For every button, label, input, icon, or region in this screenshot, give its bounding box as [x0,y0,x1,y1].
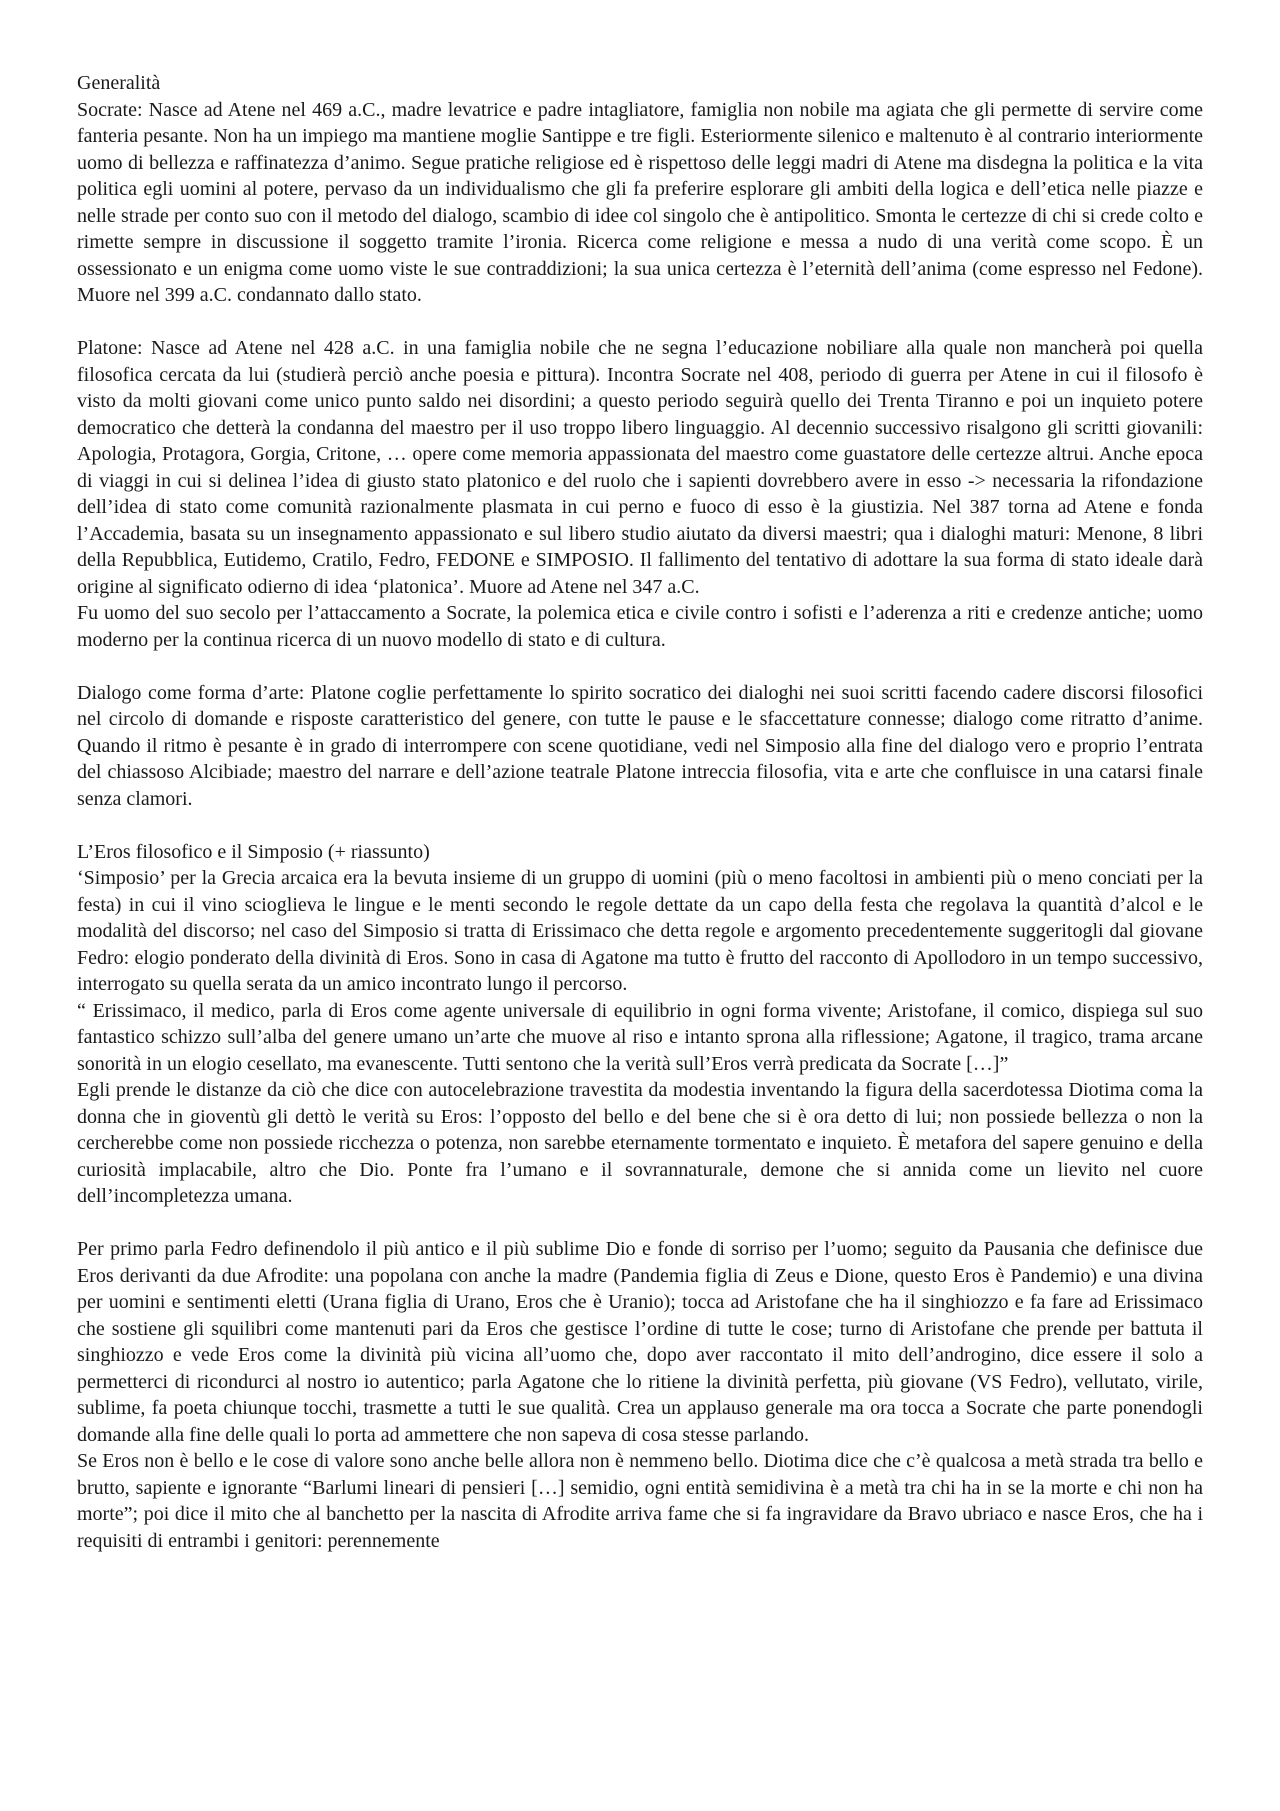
heading-eros-simposio: L’Eros filosofico e il Simposio (+ riassunto) [77,840,430,863]
paragraph-dialogo: Dialogo come forma d’arte: Platone coglie perfettamente lo spirito socratico dei dialoghi nei suoi scritti facendo cadere discorsi filosofici nel circolo di domande e risposte caratteristico del genere, con tutte le pause e le sfaccettature connesse; dialogo come ritratto d’anime. Quando il ritmo è pesante è in grado di interrompere con scene quotidiane, vedi nel Simposio alla fine del dialogo vero e proprio l’entrata del chiassoso Alcibiade; maestro del narrare e dell’azione teatrale Platone intreccia filosofia, vita e arte che confluisce in una catarsi finale senza clamori. [77,681,1203,810]
paragraph-uomo-del-secolo: Fu uomo del suo secolo per l’attaccamento a Socrate, la polemica etica e civile contro i sofisti e l’aderenza a riti e credenze antiche; uomo moderno per la continua ricerca di un nuovo modello di stato e di cultura. [77,602,1203,651]
paragraph-diotima: Egli prende le distanze da ciò che dice con autocelebrazione travestita da modestia inventando la figura della sacerdotessa Diotima coma la donna che in gioventù gli dettò le verità su Eros: l’opposto del bello e del bene che si è ora detto di lui; non possiede bellezza o non la cercherebbe come non possiede ricchezza o potenza, non sarebbe eternamente tormentato e inquieto. È metafora del sapere genuino e della curiosità implacabile, altro che Dio. Ponte fra l’umano e il sovrannaturale, demone che si annida come un lievito nel cuore dell’incompletezza umana. [77,1079,1203,1207]
paragraph-citazione: “ Erissimaco, il medico, parla di Eros come agente universale di equilibrio in ogni forma vivente; Aristofane, il comico, dispiega sul suo fantastico schizzo sull’alba del genere umano un’arte che muove al riso e intanto sprona alla riflessione; Agatone, il tragico, trama arcane sonorità in un elogio cesellato, ma evanescente. Tutti sentono che la verità sull’Eros verrà predicata da Socrate […]” [77,999,1203,1075]
paragraph-gap [77,309,1203,336]
paragraph-eros-non-bello: Se Eros non è bello e le cose di valore sono anche belle allora non è nemmeno bello. Diotima dice che c’è qualcosa a metà strada tra bello e brutto, sapiente e ignorante “Barlumi lineari di pensieri […] semidio, ogni entità semidivina è a metà tra chi ha in se la morte e chi non ha morte”; poi dice il mito che al banchetto per la nascita di Afrodite arriva fame che si fa ingravidare da Bravo ubriaco e nasce Eros, che ha i requisiti di entrambi i genitori: perennemente [77,1450,1203,1552]
heading-generalita: Generalità [77,72,161,94]
paragraph-gap [77,653,1203,680]
paragraph-simposio-definizione: ‘Simposio’ per la Grecia arcaica era la bevuta insieme di un gruppo di uomini (più o meno facoltosi in ambienti più o meno conciati per la festa) in cui il vino scioglieva le lingue e le menti secondo le regole dettate da un capo della festa che regolava la quantità d’alcol e le modalità del discorso; nel caso del Simposio si tratta di Erissimaco che detta regole e argomento precedentemente suggeritogli dal giovane Fedro: elogio ponderato della divinità di Eros. Sono in casa di Agatone ma tutto è frutto del racconto di Apollodoro in un tempo successivo, interrogato su quella serata da un amico incontrato lungo il percorso. [77,867,1203,995]
document-page [77,70,1203,1554]
paragraph-socrate: Socrate: Nasce ad Atene nel 469 a.C., madre levatrice e padre intagliatore, famiglia non nobile ma agiata che gli permette di servire come fanteria pesante. Non ha un impiego ma mantiene moglie Santippe e tre figli. Esteriormente silenico e maltenuto è al contrario interiormente uomo di bellezza e raffinatezza d’animo. Segue pratiche religiose ed è rispettoso delle leggi madri di Atene ma disdegna la politica e la vita politica egli uomini al potere, pervaso da un individualismo che gli fa preferire esplorare gli ambiti della logica e dell’etica nelle piazze e nelle strade per conto suo con il metodo del dialogo, scambio di idee col singolo che è antipolitico. Smonta le certezze di chi si crede colto e rimette sempre in discussione il soggetto tramite l’ironia. Ricerca come religione e messa a nudo di una verità come scopo. È un ossessionato e un enigma come uomo viste le sue contraddizioni; la sua unica certezza è l’eternità dell’anima (come espresso nel Fedone). Muore nel 399 a.C. condannato dallo stato. [77,98,1203,306]
paragraph-discorsi: Per primo parla Fedro definendolo il più antico e il più sublime Dio e fonde di sorriso per l’uomo; seguito da Pausania che definisce due Eros derivanti da due Afrodite: una popolana con anche la madre (Pandemia figlia di Zeus e Dione, questo Eros è Pandemio) e una divina per uomini e sentimenti eletti (Urana figlia di Urano, Eros che è Uranio); tocca ad Aristofane che ha il singhiozzo e fa fare ad Erissimaco che sostiene gli squilibri come mantenuti pari da Eros che gestisce l’ordine di tutte le cose; turno di Aristofane che prende per battuta il singhiozzo e vede Eros come la divinità più vicina all’uomo che, dopo aver raccontato il mito dell’androgino, dice essere il solo a permetterci di ricondurci al nostro io autentico; parla Agatone che lo ritiene la divinità perfetta, più giovane (VS Fedro), vellutato, virile, sublime, fa poeta chiunque tocchi, trasmette a tutti le sue qualità. Crea un applauso generale ma ora tocca a Socrate che parte ponendogli domande alla fine delle quali lo porta ad ammettere che non sapeva di cosa stesse parlando. [77,1238,1203,1446]
paragraph-gap [77,1210,1203,1237]
paragraph-platone: Platone: Nasce ad Atene nel 428 a.C. in una famiglia nobile che ne segna l’educazione nobiliare alla quale non mancherà poi quella filosofica cercata da lui (studierà perciò anche poesia e pittura). Incontra Socrate nel 408, periodo di guerra per Atene in cui il filosofo è visto da molti giovani come unico punto saldo nei disordini; a questo periodo seguirà quello dei Trenta Tiranno e poi un inquieto potere democratico che detterà la condanna del maestro per il uso troppo libero linguaggio. Al decennio successivo risalgono gli scritti giovanili: Apologia, Protagora, Gorgia, Critone, … opere come memoria appassionata del maestro come guastatore delle certezze altrui. Anche epoca di viaggi in cui si delinea l’idea di giusto stato platonico e del ruolo che i sapienti dovrebbero avere in esso -> necessaria la rifondazione dell’idea di stato come comunità razionalmente plasmata in cui perno e fuoco di esso è la giustizia. Nel 387 torna ad Atene e fonda l’Accademia, basata su un insegnamento appassionato e sul libero studio aiutato da diversi maestri; qua i dialoghi maturi: Menone, 8 libri della Repubblica, Eutidemo, Cratilo, Fedro, FEDONE e SIMPOSIO. Il fallimento del tentativo di adottare la sua forma di stato ideale darà origine al significato odierno di idea ‘platonica’. Muore ad Atene nel 347 a.C. [77,337,1203,598]
paragraph-gap [77,812,1203,839]
